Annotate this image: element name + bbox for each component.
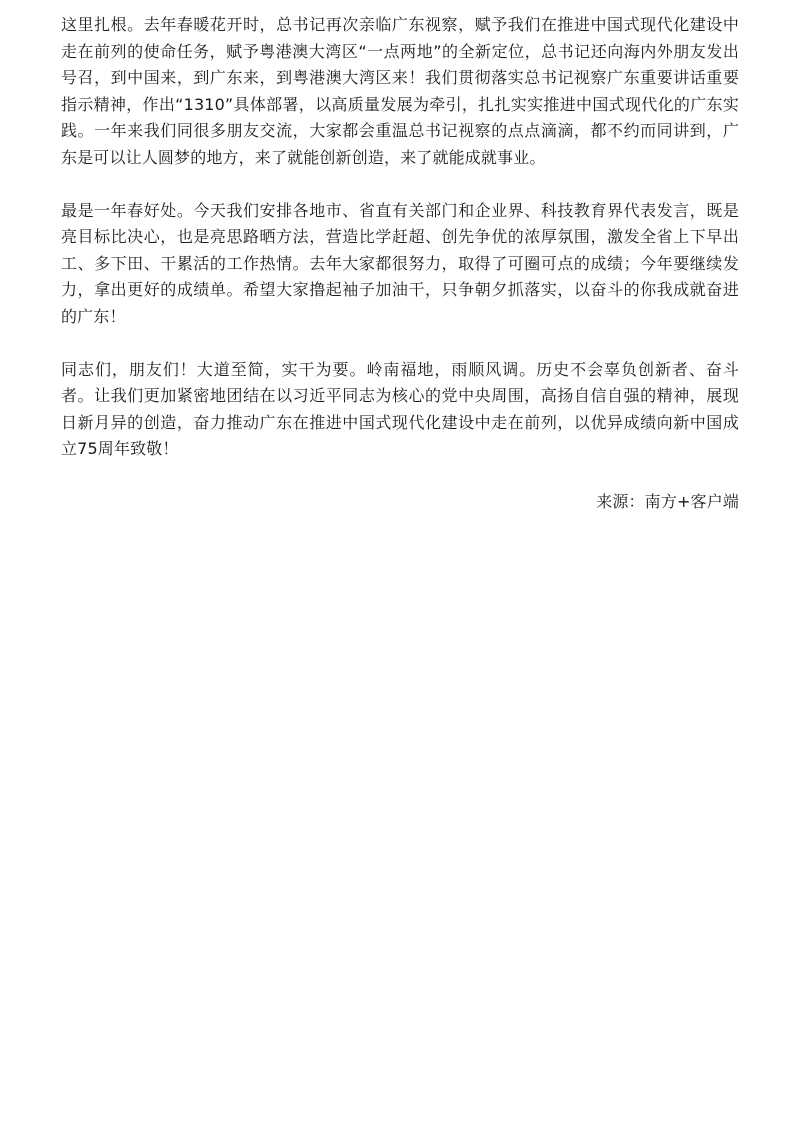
paragraph-1: 这里扎根。去年春暖花开时，总书记再次亲临广东视察，赋予我们在推进中国式现代化建设中走在前列的使命任务，赋予粤港澳大湾区“一点两地”的全新定位，总书记还向海内外朋友发出号召，到中国来，到广东来，到粤港澳大湾区来！我们贯彻落实总书记视察广东重要讲话重要指示精神，作出“1310”具体部署，以高质量发展为牵引，扎扎实实推进中国式现代化的广东实践。一年来我们同很多朋友交流，大家都会重温总书记视察的点点滴滴，都不约而同讲到，广东是可以让人圆梦的地方，来了就能创新创造，来了就能成就事业。 [61,15,739,167]
source-attribution: 来源：南方+客户端 [596,491,739,511]
paragraph-2: 最是一年春好处。今天我们安排各地市、省直有关部门和企业界、科技教育界代表发言，既是亮目标比决心，也是亮思路晒方法，营造比学赶超、创先争优的浓厚氛围，激发全省上下早出工、多下田、干累活的工作热情。去年大家都很努力，取得了可圈可点的成绩；今年要继续发力，拿出更好的成绩单。希望大家撸起袖子加油干，只争朝夕抓落实，以奋斗的你我成就奋进的广东！ [61,200,739,326]
paragraph-3: 同志们，朋友们！大道至简，实干为要。岭南福地，雨顺风调。历史不会辜负创新者、奋斗者。让我们更加紧密地团结在以习近平同志为核心的党中央周围，高扬自信自强的精神，展现日新月异的创造，奋力推动广东在推进中国式现代化建设中走在前列，以优异成绩向新中国成立75周年致敬！ [61,359,739,459]
document-page [61,12,739,515]
